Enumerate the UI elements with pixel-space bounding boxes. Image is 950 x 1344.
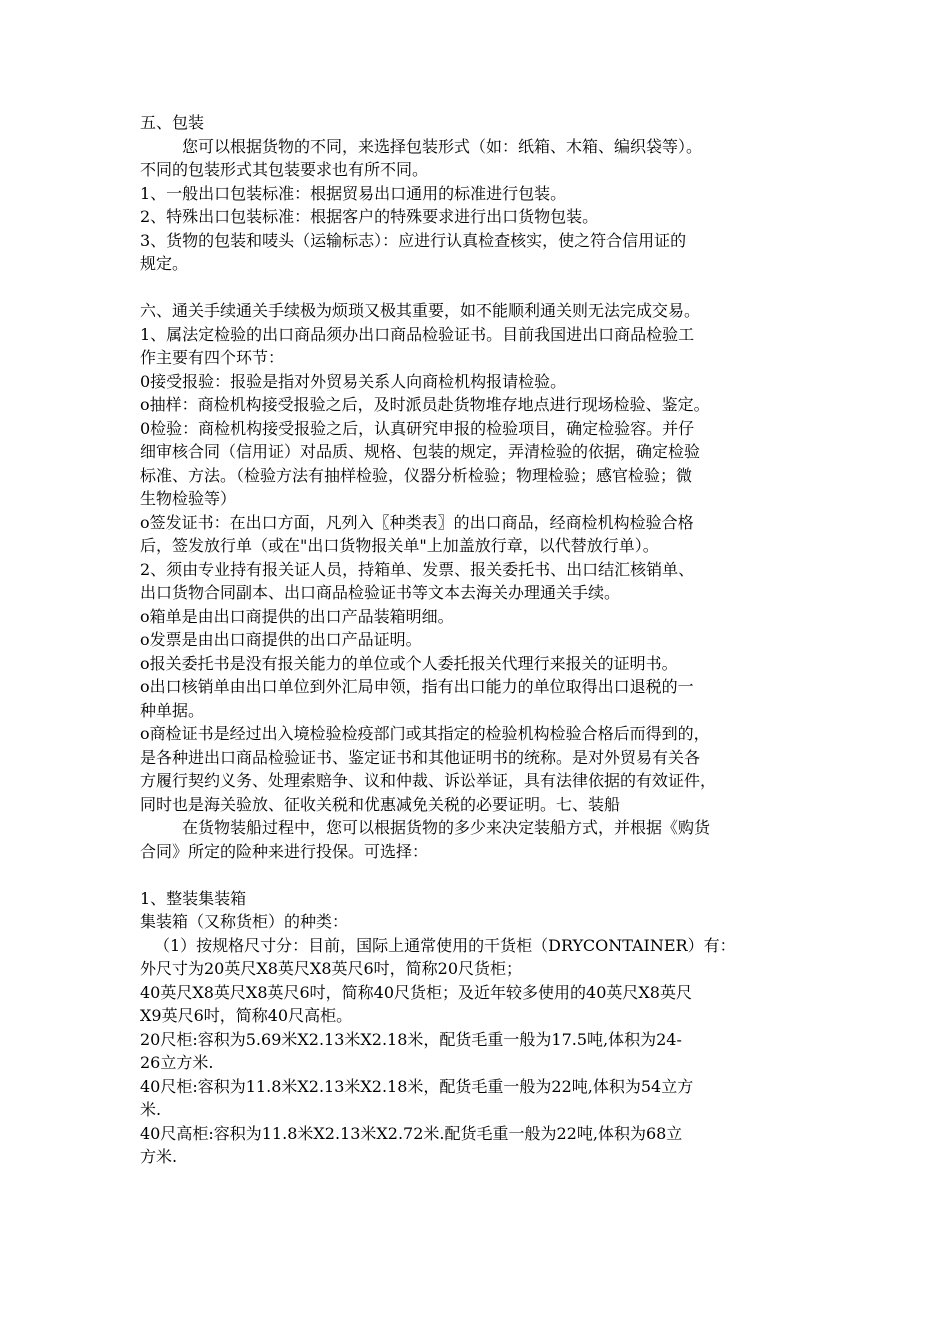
text-line: o抽样：商检机构接受报验之后，及时派员赴货物堆存地点进行现场检验、鉴定。 (140, 395, 710, 414)
text-line: 出口货物合同副本、出口商品检验证书等文本去海关办理通关手续。 (140, 583, 621, 602)
text-line: 1、整装集装箱 (140, 888, 247, 908)
text-line: 2、须由专业持有报关证人员，持箱单、发票、报关委托书、出口结汇核销单、 (140, 559, 695, 579)
text-line: o箱单是由出口商提供的出口产品装箱明细。 (140, 606, 454, 626)
text-line: 1、一般出口包装标准：根据贸易出口通用的标准进行包装。 (140, 183, 567, 203)
text-line: 细审核合同（信用证）对品质、规格、包装的规定，弄清检验的依据，确定检验 (140, 442, 701, 461)
text-line: o签发证书：在出口方面，凡列入〖种类表〗的出口商品，经商检机构检验合格 (140, 512, 694, 532)
text-line: 标准、方法。（检验方法有抽样检验，仪器分析检验；物理检验；感官检验；微 (140, 465, 693, 485)
text-line: 生物检验等） (140, 489, 237, 508)
text-line: 规定。 (140, 254, 189, 273)
text-line: 40英尺X8英尺X8英尺6吋，简称40尺货柜；及近年较多使用的40英尺X8英尺 (140, 982, 692, 1002)
text-line: 外尺寸为20英尺X8英尺X8英尺6吋，简称20尺货柜； (140, 959, 523, 978)
document-page (140, 111, 840, 1169)
text-line: 在货物装船过程中，您可以根据货物的多少来决定装船方式，并根据《购货 (182, 818, 711, 837)
text-line: 作主要有四个环节： (140, 348, 285, 367)
text-line: 不同的包装形式其包装要求也有所不同。 (140, 160, 429, 179)
text-line: 40尺高柜:容积为11.8米X2.13米X2.72米.配货毛重一般为22吨,体积为68立 (140, 1123, 683, 1143)
blank-line (140, 276, 840, 300)
text-line: 米. (140, 1100, 162, 1119)
text-line: 种单据。 (140, 700, 205, 720)
text-line: 您可以根据货物的不同，来选择包装形式（如：纸箱、木箱、编织袋等）。 (182, 136, 703, 156)
text-line: 方履行契约义务、处理索赔争、议和仲裁、诉讼举证，具有法律依据的有效证件， (140, 771, 717, 790)
text-line: 合同》所定的险种来进行投保。可选择： (140, 841, 429, 861)
text-line: o报关委托书是没有报关能力的单位或个人委托报关代理行来报关的证明书。 (140, 653, 678, 673)
text-line: 后，签发放行单（或在"出口货物报关单"上加盖放行章，以代替放行单）。 (140, 536, 659, 555)
text-line: o发票是由出口商提供的出口产品证明。 (140, 630, 422, 649)
text-line: 20尺柜:容积为5.69米X2.13米X2.18米，配货毛重一般为17.5吨,体积为24- (140, 1029, 682, 1049)
text-line: X9英尺6吋，简称40尺高柜。 (140, 1006, 353, 1025)
text-line: 1、属法定检验的出口商品须办出口商品检验证书。目前我国进出口商品检验工 (140, 324, 695, 344)
text-line: 同时也是海关验放、征收关税和优惠减免关税的必要证明。七、装船 (140, 794, 621, 814)
text-line: o出口核销单由出口单位到外汇局申领，指有出口能力的单位取得出口退税的一 (140, 677, 694, 696)
text-line: o商检证书是经过出入境检验检疫部门或其指定的检验机构检验合格后而得到的， (140, 724, 710, 743)
text-line: 0检验：商检机构接受报验之后，认真研究申报的检验项目，确定检验容。并仔 (140, 418, 695, 438)
blank-line (140, 863, 840, 887)
text-line: 集装箱（又称货柜）的种类： (140, 912, 349, 931)
text-line: 0接受报验：报验是指对外贸易关系人向商检机构报请检验。 (140, 371, 567, 391)
text-line: 26立方米. (140, 1053, 214, 1072)
text-line: 六、通关手续通关手续极为烦琐又极其重要，如不能顺利通关则无法完成交易。 (140, 301, 701, 320)
text-line: 方米. (140, 1147, 178, 1166)
text-line: 3、货物的包装和唛头（运输标志）：应进行认真检查核实，使之符合信用证的 (140, 230, 687, 250)
text-line: 五、包装 (140, 113, 205, 132)
text-line: 是各种进出口商品检验证书、鉴定证书和其他证明书的统称。是对外贸易有关各 (140, 747, 701, 767)
text-line: 40尺柜:容积为11.8米X2.13米X2.18米，配货毛重一般为22吨,体积为54立方 (140, 1076, 694, 1096)
text-line: 2、特殊出口包装标准：根据客户的特殊要求进行出口货物包装。 (140, 207, 599, 226)
text-line: （1）按规格尺寸分：目前，国际上通常使用的干货柜（DRYCONTAINER）有： (154, 935, 736, 955)
